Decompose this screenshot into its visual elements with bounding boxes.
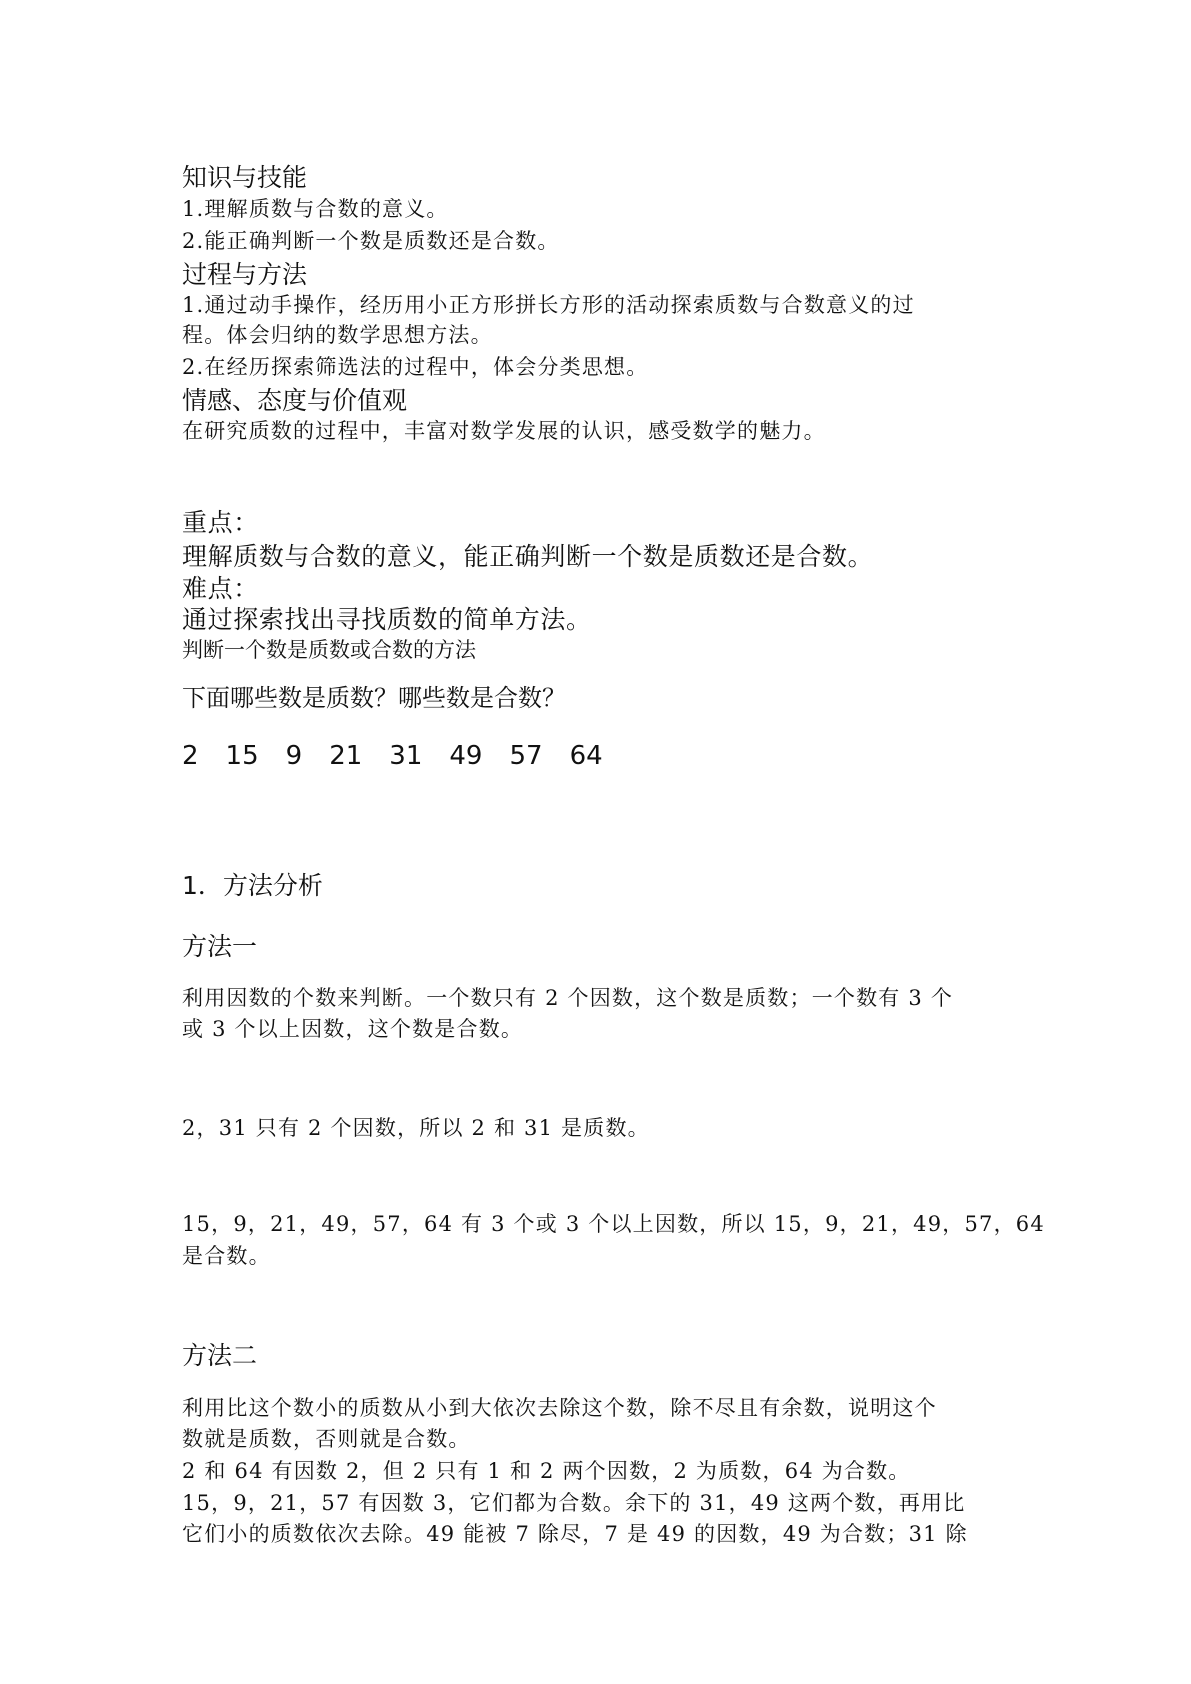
number-list bbox=[182, 741, 630, 771]
number-item: 49 bbox=[449, 741, 483, 771]
method1-composite-line-1: 15，9，21，49，57，64 有 3 个或 3 个以上因数，所以 15，9，21，49，57，64 bbox=[182, 1212, 1045, 1236]
method2-desc-line-1: 利用比这个数小的质数从小到大依次去除这个数，除不尽且有余数，说明这个 bbox=[182, 1396, 937, 1420]
analysis-heading: 1．方法分析 bbox=[182, 871, 323, 900]
method2-desc-line-2: 数就是质数，否则就是合数。 bbox=[182, 1427, 471, 1451]
knowledge-item-2: 2.能正确判断一个数是质数还是合数。 bbox=[182, 229, 560, 253]
attitude-text: 在研究质数的过程中，丰富对数学发展的认识，感受数学的魅力。 bbox=[182, 419, 826, 443]
knowledge-item-1: 1.理解质数与合数的意义。 bbox=[182, 197, 449, 221]
method1-desc-line-1: 利用因数的个数来判断。一个数只有 2 个因数，这个数是质数；一个数有 3 个 bbox=[182, 986, 954, 1010]
method2-line-4: 15，9，21，57 有因数 3，它们都为合数。余下的 31，49 这两个数，再用比 bbox=[182, 1491, 966, 1515]
number-item: 64 bbox=[569, 741, 603, 771]
process-item-1-line-1: 1.通过动手操作，经历用小正方形拼长方形的活动探索质数与合数意义的过 bbox=[182, 293, 915, 317]
topic-title: 判断一个数是质数或合数的方法 bbox=[182, 638, 476, 662]
process-heading: 过程与方法 bbox=[182, 260, 308, 289]
focus-label: 重点： bbox=[182, 508, 259, 537]
method1-heading: 方法一 bbox=[182, 932, 258, 961]
difficulty-label: 难点： bbox=[182, 574, 259, 603]
method1-desc-line-2: 或 3 个以上因数，这个数是合数。 bbox=[182, 1017, 524, 1041]
number-item: 9 bbox=[285, 741, 303, 771]
method1-composite-line-2: 是合数。 bbox=[182, 1244, 271, 1268]
number-item: 2 bbox=[182, 741, 199, 771]
method2-line-3: 2 和 64 有因数 2，但 2 只有 1 和 2 两个因数，2 为质数，64 为合数。 bbox=[182, 1459, 911, 1483]
process-item-1-line-2: 程。体会归纳的数学思想方法。 bbox=[182, 323, 493, 347]
process-item-2: 2.在经历探索筛选法的过程中，体会分类思想。 bbox=[182, 355, 649, 379]
method2-line-5: 它们小的质数依次去除。49 能被 7 除尽，7 是 49 的因数，49 为合数；31 除 bbox=[182, 1522, 968, 1546]
question-text: 下面哪些数是质数？哪些数是合数？ bbox=[182, 684, 566, 712]
number-item: 31 bbox=[389, 741, 423, 771]
method1-prime-line: 2，31 只有 2 个因数，所以 2 和 31 是质数。 bbox=[182, 1116, 650, 1140]
number-item: 21 bbox=[329, 741, 363, 771]
focus-text: 理解质数与合数的意义，能正确判断一个数是质数还是合数。 bbox=[182, 542, 874, 571]
number-item: 15 bbox=[225, 741, 259, 771]
attitude-heading: 情感、态度与价值观 bbox=[182, 386, 408, 415]
number-item: 57 bbox=[509, 741, 543, 771]
difficulty-text: 通过探索找出寻找质数的简单方法。 bbox=[182, 605, 592, 634]
method2-heading: 方法二 bbox=[182, 1341, 258, 1370]
knowledge-heading: 知识与技能 bbox=[182, 163, 308, 192]
